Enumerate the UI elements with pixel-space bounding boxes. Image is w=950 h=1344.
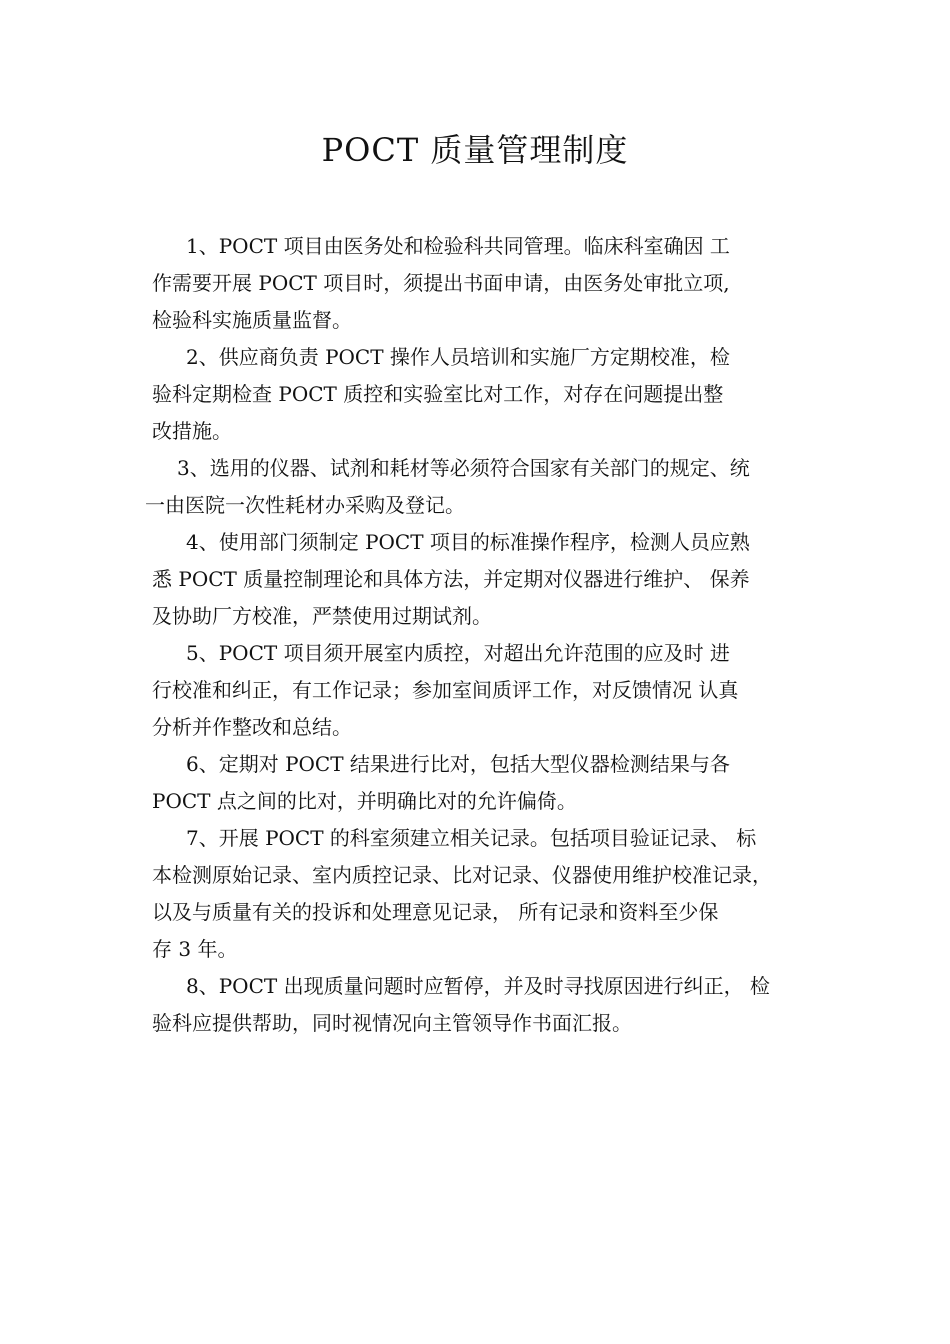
clause-2-line-3: 改措施。 — [152, 419, 232, 443]
clause-1 — [152, 228, 730, 339]
clause-4 — [152, 524, 750, 635]
clause-5 — [152, 635, 738, 746]
clause-5-line-1: 5、POCT 项目须开展室内质控，对超出允许范围的应及时 进 — [186, 641, 730, 665]
clause-5-line-2: 行校准和纠正，有工作记录；参加室间质评工作，对反馈情况 认真 — [152, 678, 739, 702]
clause-3 — [145, 450, 750, 524]
clause-7-line-3: 以及与质量有关的投诉和处理意见记录， 所有记录和资料至少保 — [152, 900, 719, 924]
clause-6 — [152, 746, 730, 820]
clause-8-line-1: 8、POCT 出现质量问题时应暂停，并及时寻找原因进行纠正， 检 — [186, 974, 770, 998]
clause-7 — [152, 820, 772, 968]
clause-2 — [152, 339, 730, 450]
clause-4-line-1: 4、使用部门须制定 POCT 项目的标准操作程序，检测人员应熟 — [186, 530, 750, 554]
clause-8 — [152, 968, 770, 1042]
clause-4-line-2: 悉 POCT 质量控制理论和具体方法，并定期对仪器进行维护、 保养 — [152, 567, 750, 591]
clause-3-line-2: 一由医院一次性耗材办采购及登记。 — [145, 493, 465, 517]
page-title: POCT 质量管理制度 — [321, 131, 629, 169]
clause-1-line-3: 检验科实施质量监督。 — [152, 308, 352, 332]
clause-6-line-1: 6、定期对 POCT 结果进行比对，包括大型仪器检测结果与各 — [186, 752, 730, 776]
clause-7-line-1: 7、开展 POCT 的科室须建立相关记录。包括项目验证记录、 标 — [186, 826, 757, 850]
clause-2-line-2: 验科定期检查 POCT 质控和实验室比对工作，对存在问题提出整 — [152, 382, 724, 406]
clause-7-line-2: 本检测原始记录、室内质控记录、比对记录、仪器使用维护校准记录， — [152, 863, 772, 887]
clause-4-line-3: 及协助厂方校准，严禁使用过期试剂。 — [152, 604, 492, 628]
clause-8-line-2: 验科应提供帮助，同时视情况向主管领导作书面汇报。 — [152, 1011, 632, 1035]
clause-5-line-3: 分析并作整改和总结。 — [152, 715, 352, 739]
clause-6-line-2: POCT 点之间的比对，并明确比对的允许偏倚。 — [152, 789, 577, 813]
clause-1-line-2: 作需要开展 POCT 项目时，须提出书面申请，由医务处审批立项, — [152, 271, 730, 295]
clause-7-line-4: 存 3 年。 — [152, 937, 238, 961]
clause-1-line-1: 1、POCT 项目由医务处和检验科共同管理。临床科室确因 工 — [186, 234, 730, 258]
clause-3-line-1: 3、选用的仪器、试剂和耗材等必须符合国家有关部门的规定、统 — [177, 456, 750, 480]
clause-2-line-1: 2、供应商负责 POCT 操作人员培训和实施厂方定期校准，检 — [186, 345, 730, 369]
